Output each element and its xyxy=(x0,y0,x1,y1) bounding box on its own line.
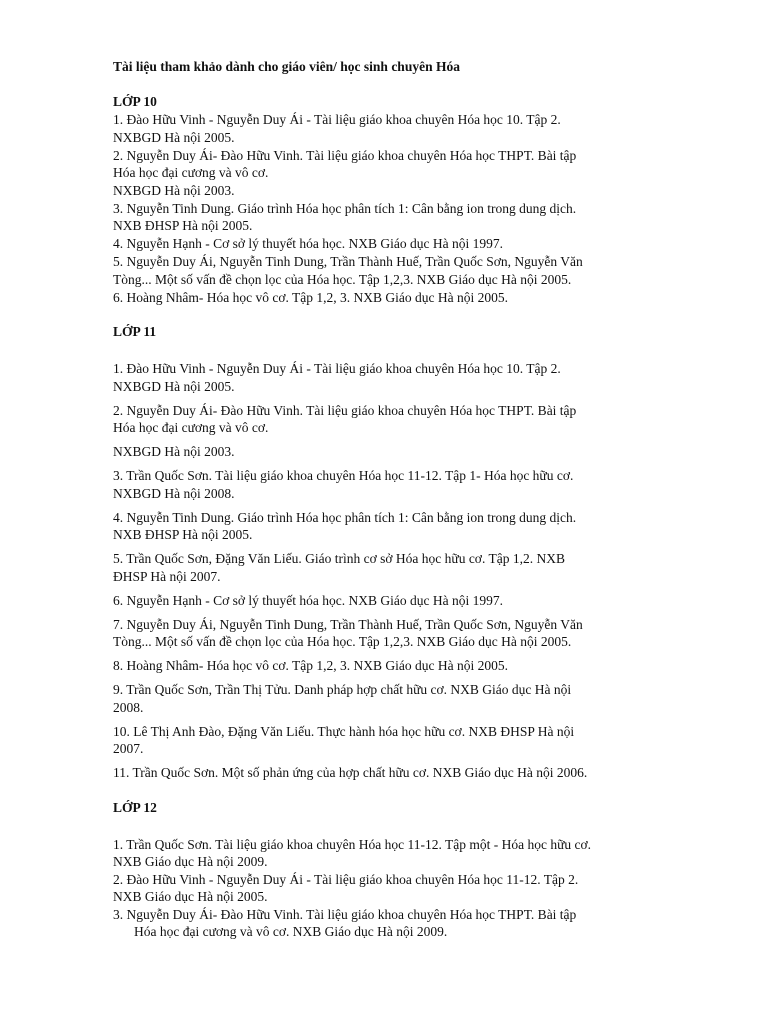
reference-list xyxy=(113,111,658,306)
section-lop-11 xyxy=(113,323,658,782)
reference-line: 1. Đào Hữu Vinh - Nguyễn Duy Ái - Tài liệu giáo khoa chuyên Hóa học 10. Tập 2. xyxy=(113,361,561,376)
reference-line: 1. Trần Quốc Sơn. Tài liệu giáo khoa chuyên Hóa học 11-12. Tập một - Hóa học hữu cơ. xyxy=(113,836,592,852)
reference-entry xyxy=(113,402,658,437)
reference-line: NXB Giáo dục Hà nội 2005. xyxy=(113,889,268,904)
reference-line: NXBGD Hà nội 2003. xyxy=(113,182,235,198)
reference-entry xyxy=(113,723,658,758)
reference-entry xyxy=(113,906,658,941)
reference-line: NXBGD Hà nội 2005. xyxy=(113,378,235,394)
reference-list xyxy=(113,836,658,941)
reference-line: 4. Nguyễn Hạnh - Cơ sở lý thuyết hóa học. NXB Giáo dục Hà nội 1997. xyxy=(113,236,503,251)
reference-line: 9. Trần Quốc Sơn, Trần Thị Tửu. Danh pháp hợp chất hữu cơ. NXB Giáo dục Hà nội xyxy=(113,682,572,697)
document-title: Tài liệu tham khảo dành cho giáo viên/ học sinh chuyên Hóa xyxy=(113,59,460,74)
reference-entry xyxy=(113,467,658,502)
reference-line: 8. Hoàng Nhâm- Hóa học vô cơ. Tập 1,2, 3. NXB Giáo dục Hà nội 2005. xyxy=(113,658,508,673)
reference-line: 2008. xyxy=(113,699,144,715)
reference-entry xyxy=(113,443,658,461)
reference-line: 11. Trần Quốc Sơn. Một số phản ứng của hợp chất hữu cơ. NXB Giáo dục Hà nội 2006. xyxy=(113,765,588,780)
reference-line: Tòng... Một số vấn đề chọn lọc của Hóa học. Tập 1,2,3. NXB Giáo dục Hà nội 2005. xyxy=(113,271,572,287)
reference-line: 3. Nguyễn Duy Ái- Đào Hữu Vinh. Tài liệu giáo khoa chuyên Hóa học THPT. Bài tập xyxy=(113,906,577,922)
reference-line: 6. Hoàng Nhâm- Hóa học vô cơ. Tập 1,2, 3. NXB Giáo dục Hà nội 2005. xyxy=(113,289,508,305)
reference-entry xyxy=(113,681,658,716)
reference-line: NXB ĐHSP Hà nội 2005. xyxy=(113,527,253,542)
reference-line: NXB ĐHSP Hà nội 2005. xyxy=(113,218,253,233)
reference-line: Hóa học đại cương và vô cơ. NXB Giáo dục Hà nội 2009. xyxy=(134,924,448,939)
reference-entry xyxy=(113,871,658,906)
reference-line: 2. Đào Hữu Vinh - Nguyễn Duy Ái - Tài liệu giáo khoa chuyên Hóa học 11-12. Tập 2. xyxy=(113,871,579,887)
reference-entry xyxy=(113,657,658,675)
section-lop-10 xyxy=(113,93,658,306)
reference-entry xyxy=(113,235,658,253)
reference-line: 2007. xyxy=(113,741,144,756)
reference-line: 6. Nguyễn Hạnh - Cơ sở lý thuyết hóa học. NXB Giáo dục Hà nội 1997. xyxy=(113,592,503,608)
reference-line: 3. Trần Quốc Sơn. Tài liệu giáo khoa chuyên Hóa học 11-12. Tập 1- Hóa học hữu cơ. xyxy=(113,468,574,483)
reference-line: NXB Giáo dục Hà nội 2009. xyxy=(113,854,268,869)
reference-line: 7. Nguyễn Duy Ái, Nguyễn Tinh Dung, Trần Thành Huế, Trần Quốc Sơn, Nguyễn Văn xyxy=(113,616,583,632)
reference-line: NXBGD Hà nội 2008. xyxy=(113,485,235,501)
section-heading: LỚP 12 xyxy=(113,799,157,815)
reference-line: Hóa học đại cương và vô cơ. xyxy=(113,165,269,180)
reference-line: NXBGD Hà nội 2003. xyxy=(113,444,235,459)
reference-line: 2. Nguyễn Duy Ái- Đào Hữu Vinh. Tài liệu giáo khoa chuyên Hóa học THPT. Bài tập xyxy=(113,147,577,163)
reference-line: Hóa học đại cương và vô cơ. xyxy=(113,420,269,435)
reference-entry xyxy=(113,550,658,585)
reference-entry xyxy=(113,764,658,782)
reference-line: ĐHSP Hà nội 2007. xyxy=(113,568,221,584)
reference-entry xyxy=(113,111,658,146)
reference-line: 10. Lê Thị Anh Đào, Đặng Văn Liếu. Thực hành hóa học hữu cơ. NXB ĐHSP Hà nội xyxy=(113,723,575,739)
reference-entry xyxy=(113,253,658,288)
reference-entry xyxy=(113,200,658,235)
reference-line: 4. Nguyễn Tinh Dung. Giáo trình Hóa học phân tích 1: Cân bằng ion trong dung dịch. xyxy=(113,509,577,525)
reference-entry xyxy=(113,360,658,395)
reference-list xyxy=(113,360,658,782)
section-heading: LỚP 11 xyxy=(113,324,157,339)
section-heading: LỚP 10 xyxy=(113,94,157,109)
document-page xyxy=(113,58,658,941)
reference-entry xyxy=(113,616,658,651)
reference-entry xyxy=(113,836,658,871)
reference-line: 5. Trần Quốc Sơn, Đặng Văn Liếu. Giáo trình cơ sở Hóa học hữu cơ. Tập 1,2. NXB xyxy=(113,551,565,566)
reference-entry xyxy=(113,289,658,307)
reference-entry xyxy=(113,509,658,544)
reference-line: NXBGD Hà nội 2005. xyxy=(113,129,235,145)
reference-line: 2. Nguyễn Duy Ái- Đào Hữu Vinh. Tài liệu giáo khoa chuyên Hóa học THPT. Bài tập xyxy=(113,402,577,418)
section-lop-12 xyxy=(113,799,658,941)
reference-line: Tòng... Một số vấn đề chọn lọc của Hóa học. Tập 1,2,3. NXB Giáo dục Hà nội 2005. xyxy=(113,634,572,649)
reference-entry xyxy=(113,147,658,200)
reference-line: 1. Đào Hữu Vinh - Nguyễn Duy Ái - Tài liệu giáo khoa chuyên Hóa học 10. Tập 2. xyxy=(113,112,561,127)
reference-entry xyxy=(113,592,658,610)
reference-line: 5. Nguyễn Duy Ái, Nguyễn Tinh Dung, Trần Thành Huế, Trần Quốc Sơn, Nguyễn Văn xyxy=(113,254,583,269)
reference-line: 3. Nguyễn Tinh Dung. Giáo trình Hóa học phân tích 1: Cân bằng ion trong dung dịch. xyxy=(113,200,577,216)
